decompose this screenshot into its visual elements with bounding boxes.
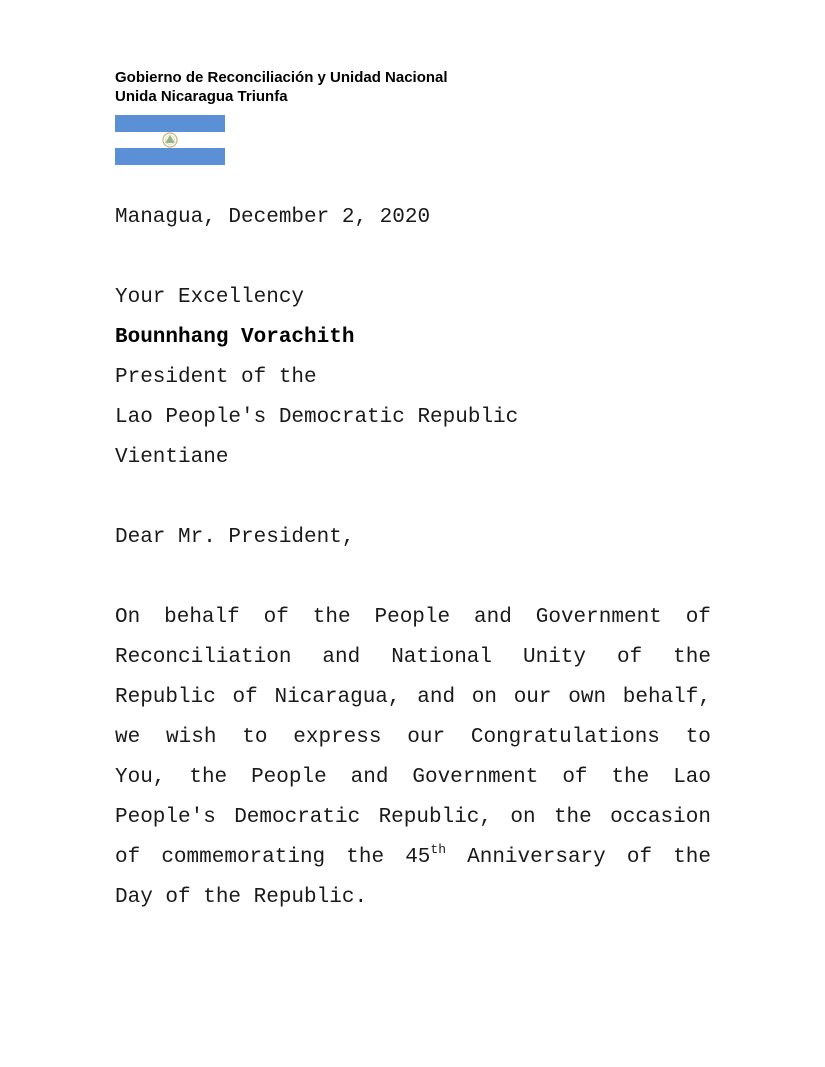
nicaragua-flag-icon — [115, 115, 225, 165]
government-name: Gobierno de Reconciliación y Unidad Nacional — [115, 69, 448, 86]
body-word: to — [242, 726, 268, 749]
recipient-position: President of the — [115, 366, 317, 389]
body-line — [115, 638, 711, 678]
body-last-line: Day of the Republic. — [115, 886, 368, 909]
body-word: Anniversary — [467, 846, 606, 869]
body-word: express — [293, 726, 382, 749]
body-word: of — [115, 846, 141, 869]
letter-date: Managua, December 2, 2020 — [115, 206, 431, 229]
body-word: our — [513, 686, 552, 709]
body-word: and — [322, 646, 361, 669]
body-word: behalf — [164, 606, 240, 629]
body-line — [115, 718, 711, 758]
body-word: of — [685, 606, 711, 629]
body-word: the — [312, 606, 351, 629]
body-word: behalf, — [622, 686, 711, 709]
body-word: the — [553, 806, 592, 829]
body-word: People — [251, 766, 327, 789]
body-word: Congratulations — [470, 726, 660, 749]
body-word: and — [474, 606, 512, 629]
ordinal-number: 45 — [405, 846, 431, 869]
anniversary-ordinal — [405, 838, 446, 878]
recipient-title: Your Excellency — [115, 286, 305, 309]
body-word: Lao — [673, 766, 711, 789]
body-line — [115, 798, 711, 838]
letterhead — [115, 68, 448, 106]
body-line — [115, 838, 711, 878]
body-word: wish — [166, 726, 217, 749]
recipient-city: Vientiane — [115, 446, 229, 469]
body-word: the — [673, 646, 711, 669]
body-word: and — [417, 686, 456, 709]
ordinal-suffix: th — [430, 842, 447, 857]
body-word: People's — [115, 806, 216, 829]
body-line — [115, 678, 711, 718]
body-word: on — [510, 806, 536, 829]
letter-body — [115, 598, 711, 918]
body-word: On — [115, 606, 141, 629]
government-slogan: Unida Nicaragua Triunfa — [115, 88, 288, 105]
recipient-name: Bounnhang Vorachith — [115, 326, 355, 349]
body-word: to — [685, 726, 711, 749]
body-word: of — [626, 846, 653, 869]
recipient-country: Lao People's Democratic Republic — [115, 406, 519, 429]
body-word: Unity — [522, 646, 586, 669]
body-line — [115, 878, 711, 918]
body-word: we — [115, 726, 141, 749]
body-word: own — [568, 686, 607, 709]
body-word: National — [391, 646, 493, 669]
body-word: Nicaragua, — [274, 686, 401, 709]
body-word: Reconciliation — [115, 646, 292, 669]
body-word: commemorating — [161, 846, 326, 869]
body-word: our — [407, 726, 446, 749]
letter-greeting: Dear Mr. President, — [115, 526, 355, 549]
body-word: Republic, — [378, 806, 492, 829]
body-word: on — [471, 686, 497, 709]
body-word: occasion — [610, 806, 711, 829]
body-word: the — [611, 766, 650, 789]
body-word: and — [350, 766, 389, 789]
body-word: People — [374, 606, 451, 629]
body-word: of — [616, 646, 643, 669]
body-word: Government — [412, 766, 539, 789]
body-word: the — [673, 846, 711, 869]
body-word: the — [346, 846, 385, 869]
body-word: Democratic — [234, 806, 361, 829]
body-word: of — [263, 606, 289, 629]
body-word: You, — [115, 766, 166, 789]
body-line — [115, 758, 711, 798]
body-line — [115, 598, 711, 638]
body-word: of — [232, 686, 258, 709]
body-word: of — [562, 766, 588, 789]
body-word: Republic — [115, 686, 216, 709]
body-word: the — [189, 766, 228, 789]
body-word: Government — [535, 606, 662, 629]
